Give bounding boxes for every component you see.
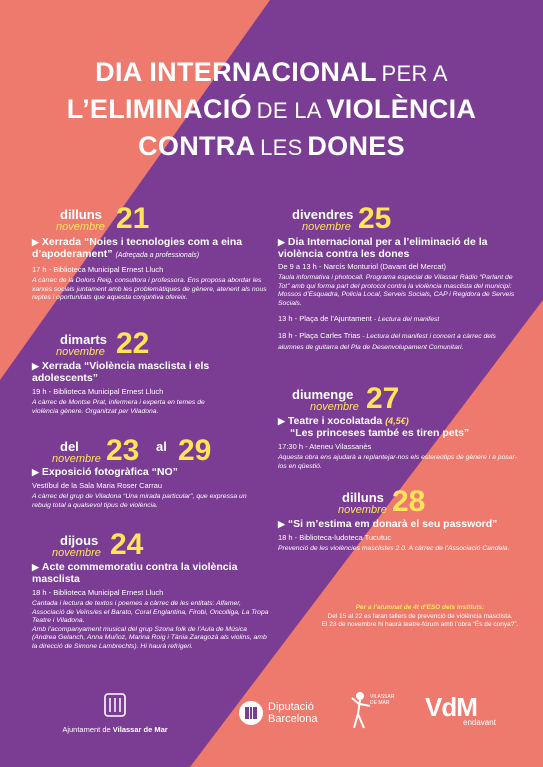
event-22-body	[32, 360, 232, 416]
event-desc: Cantada i lectura de textos i poemes a càrrec de les entitats: Alfamer, Associació de Veïns/es el Barato, Coral Englantina, Firobi, Oncolliga, La Tropa Teatre i Viladona.	[32, 600, 269, 625]
ajuntament-name-b: Vilassar de Mar	[112, 725, 168, 734]
day-name: al	[156, 439, 167, 454]
vilassar-logo-a: VILASSAR	[370, 694, 395, 700]
title-small: PER A	[381, 61, 448, 86]
month: novembre	[302, 221, 351, 233]
endavant-text: endavant	[463, 718, 496, 727]
event-title-2: “Les princeses també es tiren pets”	[290, 427, 470, 439]
diputacio-name	[268, 701, 318, 725]
event-place: Vestíbul de la Sala Maria Roser Carrau	[32, 481, 163, 490]
event-title	[278, 236, 523, 260]
event-25-body	[278, 236, 523, 352]
day-name: dimarts	[60, 332, 107, 347]
arrow-icon: ▶	[278, 519, 285, 529]
event-place: De 9 a 13 h - Narcís Monturiol (Davant del Mercat)	[278, 262, 446, 271]
title-big: DONES	[307, 131, 405, 161]
event-27-body	[278, 415, 523, 471]
day-name: del	[60, 439, 79, 454]
schools-line-1: Del 15 al 22 es faran tallers de prevenció de violència masclista.	[327, 612, 513, 620]
event-desc-2: Amb l’acompanyament musical del grup Szona folk de l’Aula de Música (Andrea Gelanch, Anna Muñoz, Marina Roig i Tània Zaragozà als violins, amb la direcció de Simone Lambrechts). Hi haurà refrigeri.	[32, 625, 267, 650]
title-big: CONTRA	[138, 131, 256, 161]
day-name: dijous	[60, 533, 99, 548]
event-title-text: Xerrada “Noies i tecnologies com a eina d’apoderament”	[32, 236, 243, 260]
event-desc: Prevenció de les violències masclistes 2.0. A càrrec de l’Associació Candela.	[278, 545, 510, 552]
day-number: 25	[358, 202, 392, 235]
diputacio-name-a: Diputació	[268, 701, 314, 713]
day-number: 22	[116, 327, 150, 360]
diputacio-name-b: Barcelona	[268, 713, 318, 725]
event-title	[32, 236, 282, 262]
event-title-text: Acte commemoratiu contra la violència masclista	[32, 561, 238, 585]
event-desc: A càrrec de Montse Prat, infermera i experta en temes de violència gènere. Organitzat per Viladona.	[32, 399, 205, 415]
event-place: 18 h - Biblioteca Municipal Ernest Lluch	[32, 588, 164, 597]
event-desc: A càrrec del grup de Viladona “Una mirada particular”, que expressa un rebuig total a qualsevol tipus de violència.	[32, 493, 247, 509]
ajuntament-crest-icon	[102, 692, 128, 718]
ajuntament-logo	[40, 692, 190, 734]
vilassar-logo-b: DE MAR	[370, 700, 390, 706]
title-big: VIOLÈNCIA	[326, 94, 477, 124]
day-name: dilluns	[342, 490, 384, 505]
event-place: 17:30 h - Ateneu Vilassanès	[278, 442, 372, 451]
event-desc: Aquesta obra ens ajudarà a replantejar-nos els estereotips de gènere i a posar-los en qüestió.	[278, 454, 517, 470]
ajuntament-name-a: Ajuntament de	[62, 725, 111, 734]
event-price: (4,5€)	[385, 416, 409, 426]
event-22	[50, 326, 280, 360]
day-number: 21	[116, 202, 150, 235]
event-28-body	[278, 518, 518, 554]
event-23-29	[50, 433, 290, 467]
day-number: 23	[106, 434, 140, 467]
month: novembre	[338, 504, 387, 516]
vilassar-logo-text	[370, 694, 394, 706]
event-place-3	[278, 331, 523, 352]
event-24-body	[32, 561, 272, 652]
event-desc: Taula informativa i photocall. Programa especial de Vilassar Ràdio “Parlant de Tot” amb qui forma part del protocol contra la violència masclista del municipi: Mossos d’Esquadra, Policia Local, Serveis Socials, CAP i Regidora de Serveis Socials.	[278, 274, 515, 307]
title-small: DE LA	[256, 98, 322, 123]
event-24	[50, 527, 280, 561]
event-title	[32, 466, 252, 478]
event-place-2	[278, 314, 523, 325]
schools-note	[320, 604, 520, 630]
event-place: 19 h - Biblioteca Municipal Ernest Lluch	[32, 387, 164, 396]
day-name: diumenge	[292, 387, 354, 402]
event-place-text: 18 h - Plaça Carles Trias	[278, 330, 361, 340]
event-place-text: 13 h - Plaça de l’Ajuntament	[278, 314, 372, 324]
title-line-2	[0, 94, 543, 125]
event-note: (Adreçada a professionals)	[115, 252, 200, 259]
event-title-text: Exposició fotogràfica “NO”	[41, 466, 178, 478]
month: novembre	[310, 401, 359, 413]
schools-line-2: El 23 de novembre hi haurà teatre-fòrum amb l’obra “És de conya?”.	[321, 621, 519, 628]
arrow-icon: ▶	[278, 416, 285, 426]
event-title	[32, 561, 272, 585]
event-27	[290, 381, 520, 415]
event-title-text: Teatre i xocolatada	[287, 415, 383, 427]
title-line-1	[0, 57, 543, 88]
title-line-3	[0, 131, 543, 162]
event-23-29-body	[32, 466, 252, 510]
vdm-logo: VdM	[425, 692, 477, 722]
title-big: DIA INTERNACIONAL	[95, 57, 377, 87]
arrow-icon: ▶	[32, 237, 39, 247]
event-25	[290, 201, 520, 237]
event-desc: A càrrec de la Dolors Reig, consultora i professora. Ens proposa abordar les xarxes socials juntament amb les problemàtiques de gènere, atenent als nous reptes i oportunitats que aquesta conjuntiva ofereix.	[32, 277, 267, 302]
event-21-body	[32, 236, 282, 303]
day-name: dilluns	[60, 207, 102, 222]
day-number: 24	[110, 528, 144, 561]
arrow-icon: ▶	[32, 361, 39, 371]
event-title-text: Xerrada “Violència masclista i els adolescents”	[32, 360, 210, 384]
month: novembre	[56, 346, 105, 358]
event-place: 18 h - Biblioteca-ludoteca Tucutuc	[278, 533, 391, 542]
month: novembre	[56, 221, 105, 233]
month: novembre	[52, 547, 101, 559]
event-title	[32, 360, 232, 384]
arrow-icon: ▶	[32, 467, 39, 477]
arrow-icon: ▶	[278, 237, 285, 247]
event-place: 17 h - Biblioteca Municipal Ernest Lluch	[32, 265, 164, 274]
title-big: L’ELIMINACIÓ	[66, 94, 252, 124]
ajuntament-name	[40, 725, 190, 734]
diputacio-icon	[238, 700, 264, 726]
day-number: 28	[392, 485, 426, 518]
day-number: 29	[178, 434, 212, 467]
schools-heading: Per a l’alumnat de 4t d’ESO dels instituts:	[355, 604, 485, 611]
event-desc-inline: - Lectura del manifest	[373, 316, 440, 324]
event-title-text: “Si m’estima em donarà el seu password”	[287, 518, 498, 530]
event-title	[278, 518, 518, 530]
event-desc-inline: - Lectura del manifest i concert a càrrec dels alumnes de guitarra del Pla de Desenvolupament Comunitari.	[278, 332, 496, 351]
vdm-endavant-logo	[425, 694, 505, 727]
event-28	[340, 484, 520, 518]
title-small: LES	[260, 135, 303, 160]
event-title	[278, 415, 523, 427]
month: novembre	[52, 453, 101, 465]
event-21	[50, 201, 280, 237]
event-title-text: Dia Internacional per a l’eliminació de la violència contra les dones	[278, 236, 488, 260]
day-name: divendres	[292, 207, 354, 222]
day-number: 27	[366, 382, 400, 415]
arrow-icon: ▶	[32, 562, 39, 572]
